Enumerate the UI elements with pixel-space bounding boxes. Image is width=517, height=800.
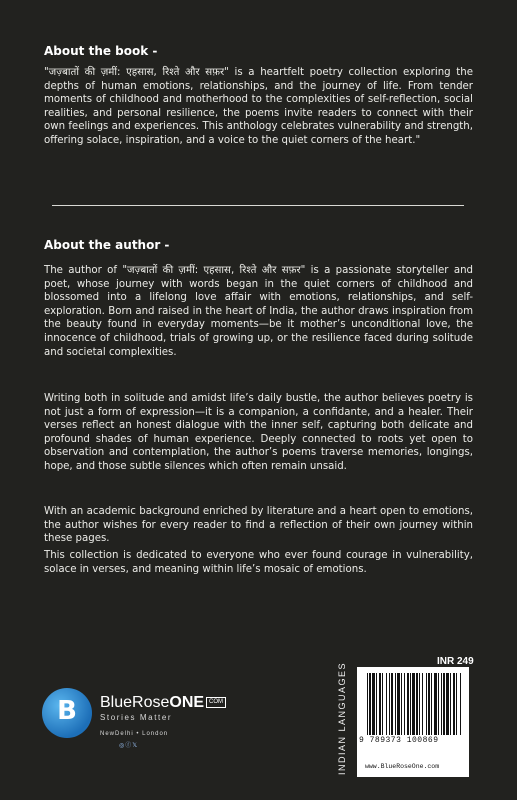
price-label: INR 249 (437, 656, 474, 667)
barcode-bar (372, 673, 375, 735)
barcode-bar (438, 673, 439, 735)
publisher-name (100, 694, 226, 712)
barcode-bar (410, 673, 411, 735)
barcode-bar (401, 673, 402, 735)
publisher-tagline: Stories Matter (100, 713, 173, 722)
isbn-barcode (357, 667, 469, 777)
publisher-website: www.BlueRoseOne.com (365, 763, 440, 770)
barcode-bar (441, 673, 442, 735)
publisher-name-regular: BlueRose (100, 694, 170, 711)
barcode-bar (450, 673, 451, 735)
barcode-bar (443, 673, 445, 735)
author-paragraph-1: The author of "जज़्बातों की ज़मीं: एहसास, रिश्ते और सफ़र" is a passionate storyteller and poet, whose journey with words began in the quiet corners of childhood and blossomed into a lifelong love affair with emotions, relationships, and self-exploration. Born and raised in the heart of India, the author draws inspiration from the beauty found in everyday moments—be it mother’s unconditional love, the innocence of childhood, trials of growing up, or the resilience faced during solitude and societal complexities. (44, 265, 473, 358)
isbn-digits: 9 789373 100869 (359, 736, 439, 745)
social-icons: ◎ⓕ𝕏 (119, 742, 139, 749)
barcode-bar (379, 673, 381, 735)
barcode-bar (404, 673, 405, 735)
about-book-paragraph: "जज़्बातों की ज़मीं: एहसास, रिश्ते और सफ़र" is a heartfelt poetry collection exploring the depths of human emotions, relationships, and the journey of life. From tender moments of childhood and motherhood to the complexities of self-reflection, social realities, and personal resilience, the poems invite readers to connect with their own feelings and experiences. This anthology celebrates vulnerability and strength, offering solace, inspiration, and a voice to the quiet corners of the heart." (44, 67, 473, 146)
barcode-bar (376, 673, 377, 735)
author-paragraph-2: Writing both in solitude and amidst life’s daily bustle, the author believes poetry is not just a form of expression—it is a companion, a confidante, and a healer. Their verses reflect an honest dialogue with the inner self, capturing both delicate and profound shades of human experience. Deeply connected to roots yet open to observation and contemplation, the author’s poems traverse memories, longings, hope, and those subtle silences which often remain unsaid. (44, 393, 473, 472)
about-book-heading: About the book - (44, 44, 158, 58)
publisher-logo-letter: B (57, 696, 77, 726)
barcode-bar (446, 673, 449, 735)
barcode-bar (386, 673, 387, 735)
barcode-bar (367, 673, 368, 735)
author-paragraph-3: With an academic background enriched by literature and a heart open to emotions, the author wishes for every reader to find a reflection of their own journey within these pages. (44, 506, 473, 545)
barcode-bar (397, 673, 400, 735)
barcode-bar (382, 673, 383, 735)
barcode-bar (453, 673, 455, 735)
barcode-bar (428, 673, 430, 735)
section-divider (52, 205, 464, 206)
publisher-cities: NewDelhi • London (100, 731, 169, 737)
barcode-bar (419, 673, 420, 735)
barcode-bar (456, 673, 457, 735)
barcode-bar (460, 673, 461, 735)
barcode-bar (391, 673, 393, 735)
author-paragraph-4: This collection is dedicated to everyone who ever found courage in vulnerability, solace in verses, and meaning within life’s mosaic of emotions. (44, 550, 473, 575)
barcode-bar (431, 673, 432, 735)
publisher-name-bold: ONE (169, 694, 205, 711)
barcode-bar (426, 673, 427, 735)
barcode-bar (395, 673, 396, 735)
barcode-bar (412, 673, 415, 735)
barcode-bar (369, 673, 371, 735)
barcode-bar (434, 673, 437, 735)
barcode-bar (407, 673, 409, 735)
publisher-logo (42, 688, 252, 758)
barcode-bars (367, 673, 462, 735)
barcode-bar (416, 673, 418, 735)
about-author-heading: About the author - (44, 238, 170, 252)
barcode-bar (422, 673, 423, 735)
barcode-bar (389, 673, 390, 735)
publisher-name-box: COM (206, 697, 226, 708)
category-label: INDIAN LANGUAGES (337, 661, 347, 775)
